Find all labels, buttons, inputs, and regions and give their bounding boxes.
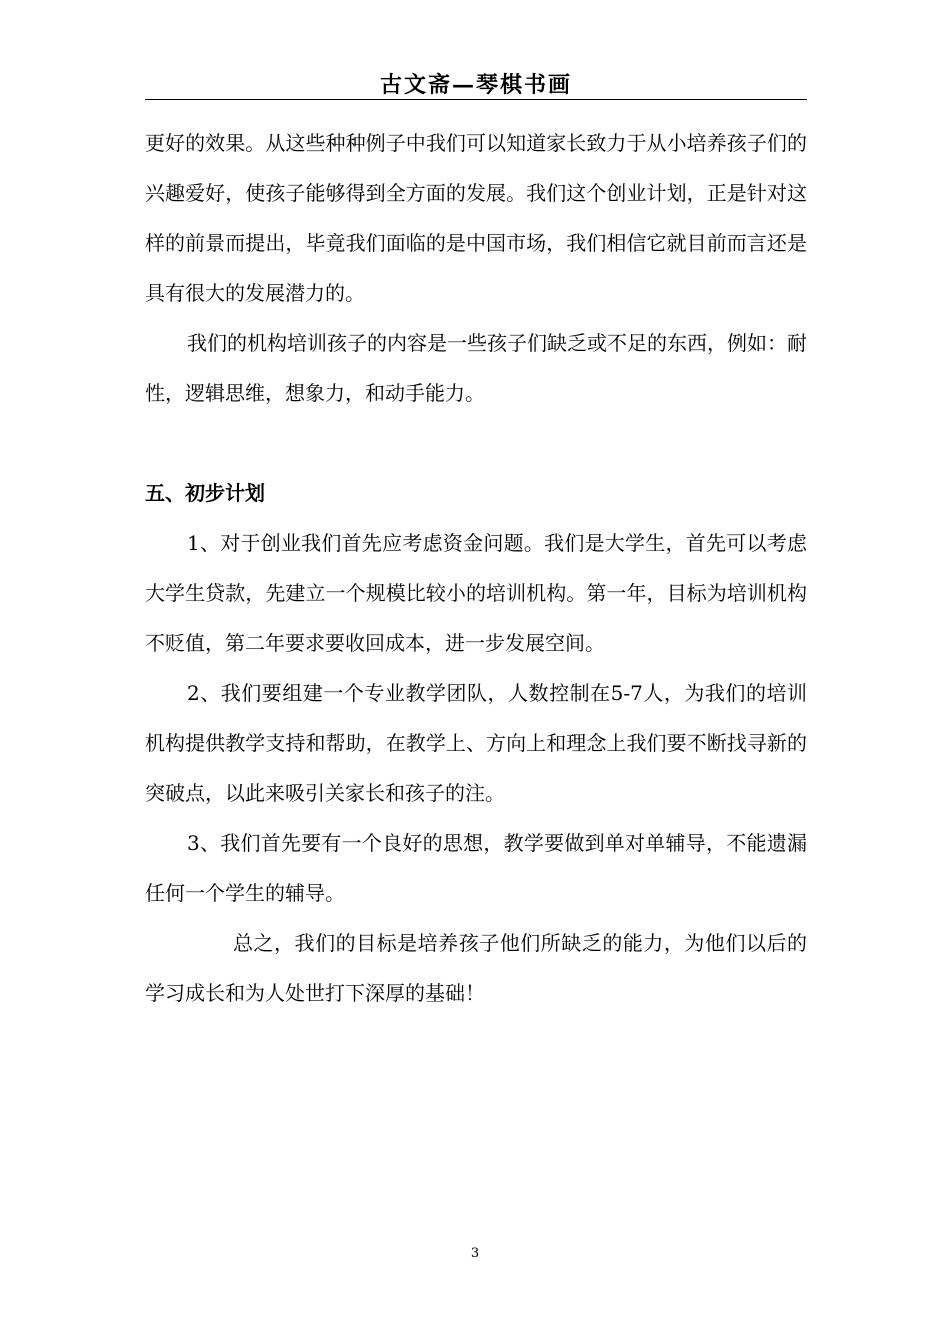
document-body: [145, 118, 807, 1018]
header-title: 古文斋—琴棋书画: [379, 72, 572, 98]
plan-item: 1、对于创业我们首先应考虑资金问题。我们是大学生，首先可以考虑大学生贷款，先建立一个规模比较小的培训机构。第一年，目标为培训机构不贬值，第二年要求要收回成本，进一步发展空间。: [145, 531, 807, 655]
body-paragraph: 更好的效果。从这些种种例子中我们可以知道家长致力于从小培养孩子们的兴趣爱好，使孩子能够得到全方面的发展。我们这个创业计划，正是针对这样的前景而提出，毕竟我们面临的是中国市场，我们相信它就目前而言还是具有很大的发展潜力的。: [145, 131, 807, 305]
plan-item: 3、我们首先要有一个良好的思想，教学要做到单对单辅导，不能遗漏任何一个学生的辅导。: [145, 831, 807, 905]
header-rule: [145, 99, 807, 100]
conclusion-paragraph: 总之，我们的目标是培养孩子他们所缺乏的能力，为他们以后的学习成长和为人处世打下深厚的基础！: [145, 931, 807, 1005]
section-heading: 五、初步计划: [145, 481, 265, 505]
page-number: 3: [470, 1246, 480, 1261]
plan-item: 2、我们要组建一个专业教学团队，人数控制在5-7人，为我们的培训机构提供教学支持和帮助，在教学上、方向上和理念上我们要不断找寻新的突破点，以此来吸引关家长和孩子的注。: [145, 681, 807, 805]
body-paragraph: 我们的机构培训孩子的内容是一些孩子们缺乏或不足的东西，例如：耐性，逻辑思维，想象力，和动手能力。: [145, 331, 807, 405]
